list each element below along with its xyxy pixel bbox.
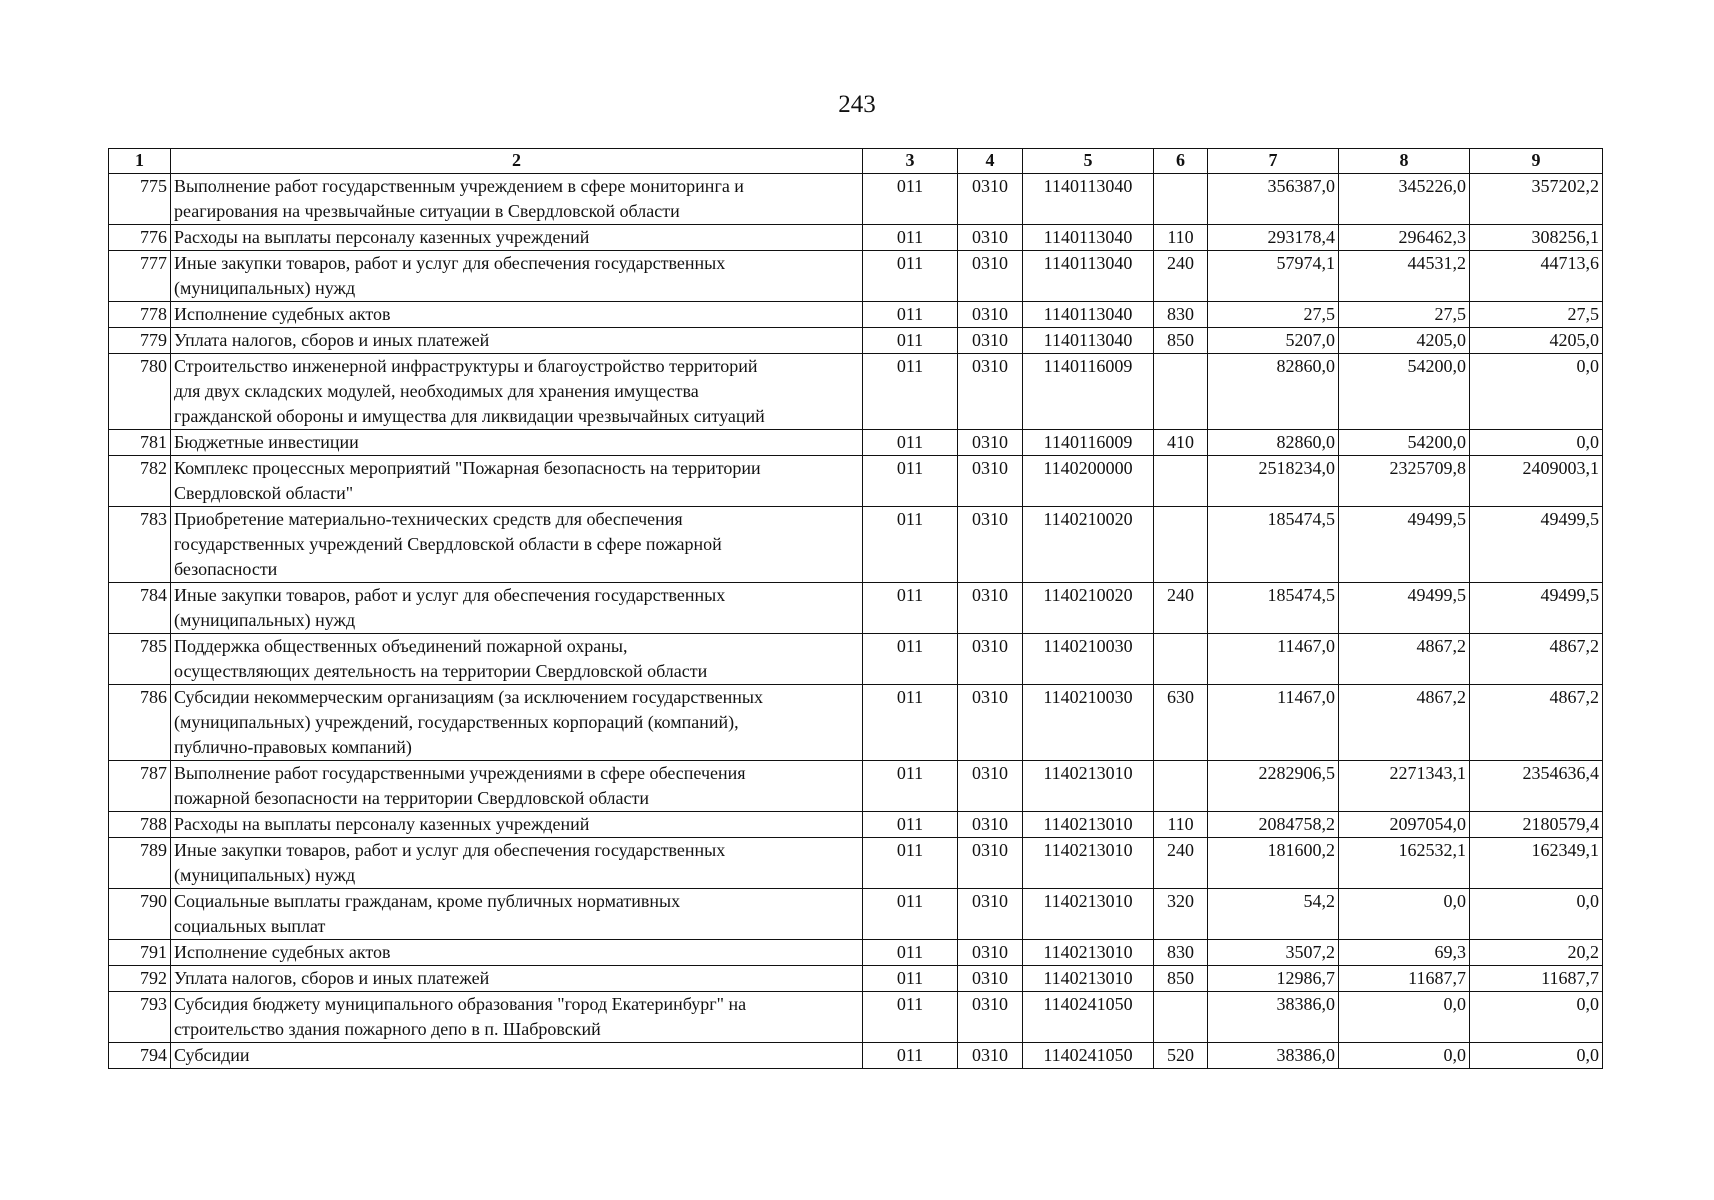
amount-year-3: 0,0 <box>1470 354 1603 430</box>
table-row <box>109 174 1603 225</box>
row-number: 784 <box>109 583 171 634</box>
amount-year-3: 0,0 <box>1470 889 1603 940</box>
section-code: 0310 <box>958 302 1023 328</box>
table-row <box>109 251 1603 302</box>
amount-year-3: 162349,1 <box>1470 838 1603 889</box>
amount-year-2: 54200,0 <box>1339 430 1470 456</box>
table-row <box>109 456 1603 507</box>
table-row <box>109 507 1603 583</box>
expense-name: Приобретение материально-технических средств для обеспечения государственных учреждений Свердловской области в сфере пожарной безопасности <box>171 507 863 583</box>
amount-year-2: 11687,7 <box>1339 966 1470 992</box>
amount-year-2: 0,0 <box>1339 889 1470 940</box>
row-number: 787 <box>109 761 171 812</box>
expense-name: Выполнение работ государственными учреждениями в сфере обеспечения пожарной безопасности на территории Свердловской области <box>171 761 863 812</box>
amount-year-3: 4867,2 <box>1470 634 1603 685</box>
column-header: 7 <box>1208 149 1339 174</box>
ministry-code: 011 <box>863 812 958 838</box>
amount-year-1: 3507,2 <box>1208 940 1339 966</box>
amount-year-3: 49499,5 <box>1470 507 1603 583</box>
amount-year-3: 2409003,1 <box>1470 456 1603 507</box>
expense-type-code <box>1154 761 1208 812</box>
expense-name: Субсидии некоммерческим организациям (за исключением государственных (муниципальных) учреждений, государственных корпораций (компаний), публично-правовых компаний) <box>171 685 863 761</box>
expense-type-code: 240 <box>1154 838 1208 889</box>
expense-name: Комплекс процессных мероприятий "Пожарная безопасность на территории Свердловской области" <box>171 456 863 507</box>
expense-name: Уплата налогов, сборов и иных платежей <box>171 328 863 354</box>
target-article-code: 1140116009 <box>1023 354 1154 430</box>
row-number: 783 <box>109 507 171 583</box>
target-article-code: 1140113040 <box>1023 251 1154 302</box>
expense-name: Расходы на выплаты персоналу казенных учреждений <box>171 225 863 251</box>
table-row <box>109 225 1603 251</box>
row-number: 782 <box>109 456 171 507</box>
target-article-code: 1140210030 <box>1023 634 1154 685</box>
amount-year-3: 20,2 <box>1470 940 1603 966</box>
target-article-code: 1140210020 <box>1023 507 1154 583</box>
ministry-code: 011 <box>863 966 958 992</box>
expense-type-code: 110 <box>1154 812 1208 838</box>
target-article-code: 1140213010 <box>1023 838 1154 889</box>
expense-name: Исполнение судебных актов <box>171 940 863 966</box>
ministry-code: 011 <box>863 685 958 761</box>
expense-type-code <box>1154 992 1208 1043</box>
section-code: 0310 <box>958 354 1023 430</box>
amount-year-1: 181600,2 <box>1208 838 1339 889</box>
ministry-code: 011 <box>863 940 958 966</box>
table-row <box>109 889 1603 940</box>
amount-year-2: 345226,0 <box>1339 174 1470 225</box>
ministry-code: 011 <box>863 1043 958 1069</box>
amount-year-1: 2518234,0 <box>1208 456 1339 507</box>
table-row <box>109 583 1603 634</box>
amount-year-2: 0,0 <box>1339 1043 1470 1069</box>
row-number: 793 <box>109 992 171 1043</box>
section-code: 0310 <box>958 507 1023 583</box>
amount-year-3: 49499,5 <box>1470 583 1603 634</box>
table-row <box>109 812 1603 838</box>
table-row <box>109 992 1603 1043</box>
row-number: 779 <box>109 328 171 354</box>
amount-year-1: 54,2 <box>1208 889 1339 940</box>
amount-year-1: 82860,0 <box>1208 430 1339 456</box>
amount-year-2: 4867,2 <box>1339 685 1470 761</box>
amount-year-3: 357202,2 <box>1470 174 1603 225</box>
expense-name: Уплата налогов, сборов и иных платежей <box>171 966 863 992</box>
target-article-code: 1140213010 <box>1023 761 1154 812</box>
target-article-code: 1140241050 <box>1023 992 1154 1043</box>
expense-type-code: 240 <box>1154 583 1208 634</box>
row-number: 777 <box>109 251 171 302</box>
amount-year-3: 27,5 <box>1470 302 1603 328</box>
section-code: 0310 <box>958 251 1023 302</box>
row-number: 791 <box>109 940 171 966</box>
amount-year-1: 82860,0 <box>1208 354 1339 430</box>
ministry-code: 011 <box>863 430 958 456</box>
section-code: 0310 <box>958 889 1023 940</box>
table-row <box>109 940 1603 966</box>
table-row <box>109 328 1603 354</box>
ministry-code: 011 <box>863 456 958 507</box>
row-number: 780 <box>109 354 171 430</box>
ministry-code: 011 <box>863 838 958 889</box>
amount-year-2: 296462,3 <box>1339 225 1470 251</box>
table-row <box>109 354 1603 430</box>
table-row <box>109 966 1603 992</box>
budget-table <box>108 148 1603 1069</box>
row-number: 781 <box>109 430 171 456</box>
table-row <box>109 685 1603 761</box>
table-row <box>109 634 1603 685</box>
ministry-code: 011 <box>863 354 958 430</box>
expense-name: Субсидия бюджету муниципального образования "город Екатеринбург" на строительство здания пожарного депо в п. Шабровский <box>171 992 863 1043</box>
section-code: 0310 <box>958 838 1023 889</box>
table-row <box>109 302 1603 328</box>
expense-name: Иные закупки товаров, работ и услуг для обеспечения государственных (муниципальных) нужд <box>171 251 863 302</box>
amount-year-3: 44713,6 <box>1470 251 1603 302</box>
expense-type-code: 320 <box>1154 889 1208 940</box>
ministry-code: 011 <box>863 761 958 812</box>
row-number: 790 <box>109 889 171 940</box>
target-article-code: 1140241050 <box>1023 1043 1154 1069</box>
amount-year-1: 356387,0 <box>1208 174 1339 225</box>
row-number: 792 <box>109 966 171 992</box>
target-article-code: 1140210030 <box>1023 685 1154 761</box>
amount-year-3: 11687,7 <box>1470 966 1603 992</box>
amount-year-3: 2180579,4 <box>1470 812 1603 838</box>
section-code: 0310 <box>958 225 1023 251</box>
section-code: 0310 <box>958 966 1023 992</box>
expense-name: Бюджетные инвестиции <box>171 430 863 456</box>
amount-year-2: 162532,1 <box>1339 838 1470 889</box>
amount-year-1: 5207,0 <box>1208 328 1339 354</box>
amount-year-1: 11467,0 <box>1208 634 1339 685</box>
ministry-code: 011 <box>863 328 958 354</box>
amount-year-3: 0,0 <box>1470 430 1603 456</box>
row-number: 775 <box>109 174 171 225</box>
amount-year-2: 54200,0 <box>1339 354 1470 430</box>
target-article-code: 1140213010 <box>1023 889 1154 940</box>
ministry-code: 011 <box>863 251 958 302</box>
expense-type-code: 830 <box>1154 302 1208 328</box>
section-code: 0310 <box>958 583 1023 634</box>
row-number: 785 <box>109 634 171 685</box>
section-code: 0310 <box>958 456 1023 507</box>
amount-year-1: 2282906,5 <box>1208 761 1339 812</box>
page-number: 243 <box>838 91 876 118</box>
expense-type-code: 850 <box>1154 328 1208 354</box>
target-article-code: 1140113040 <box>1023 302 1154 328</box>
row-number: 788 <box>109 812 171 838</box>
ministry-code: 011 <box>863 302 958 328</box>
column-header: 2 <box>171 149 863 174</box>
expense-name: Исполнение судебных актов <box>171 302 863 328</box>
ministry-code: 011 <box>863 992 958 1043</box>
expense-type-code: 830 <box>1154 940 1208 966</box>
expense-type-code <box>1154 354 1208 430</box>
amount-year-1: 293178,4 <box>1208 225 1339 251</box>
row-number: 776 <box>109 225 171 251</box>
table-row <box>109 430 1603 456</box>
ministry-code: 011 <box>863 507 958 583</box>
section-code: 0310 <box>958 328 1023 354</box>
column-header: 8 <box>1339 149 1470 174</box>
amount-year-2: 2271343,1 <box>1339 761 1470 812</box>
expense-name: Субсидии <box>171 1043 863 1069</box>
amount-year-3: 0,0 <box>1470 1043 1603 1069</box>
ministry-code: 011 <box>863 889 958 940</box>
expense-name: Выполнение работ государственным учреждением в сфере мониторинга и реагирования на чрезвычайные ситуации в Свердловской области <box>171 174 863 225</box>
amount-year-2: 49499,5 <box>1339 507 1470 583</box>
expense-type-code: 630 <box>1154 685 1208 761</box>
target-article-code: 1140213010 <box>1023 812 1154 838</box>
amount-year-1: 185474,5 <box>1208 507 1339 583</box>
amount-year-1: 38386,0 <box>1208 1043 1339 1069</box>
amount-year-2: 27,5 <box>1339 302 1470 328</box>
section-code: 0310 <box>958 430 1023 456</box>
amount-year-3: 308256,1 <box>1470 225 1603 251</box>
expense-type-code <box>1154 634 1208 685</box>
expense-name: Строительство инженерной инфраструктуры и благоустройство территорий для двух складских модулей, необходимых для хранения имущества гражданской обороны и имущества для ликвидации чрезвычайных ситуаций <box>171 354 863 430</box>
amount-year-3: 0,0 <box>1470 992 1603 1043</box>
amount-year-2: 2325709,8 <box>1339 456 1470 507</box>
target-article-code: 1140116009 <box>1023 430 1154 456</box>
amount-year-2: 44531,2 <box>1339 251 1470 302</box>
expense-name: Иные закупки товаров, работ и услуг для обеспечения государственных (муниципальных) нужд <box>171 838 863 889</box>
column-header: 4 <box>958 149 1023 174</box>
amount-year-2: 0,0 <box>1339 992 1470 1043</box>
expense-type-code: 240 <box>1154 251 1208 302</box>
amount-year-2: 49499,5 <box>1339 583 1470 634</box>
expense-type-code: 850 <box>1154 966 1208 992</box>
amount-year-2: 4867,2 <box>1339 634 1470 685</box>
expense-type-code: 520 <box>1154 1043 1208 1069</box>
amount-year-1: 38386,0 <box>1208 992 1339 1043</box>
target-article-code: 1140213010 <box>1023 940 1154 966</box>
amount-year-3: 4205,0 <box>1470 328 1603 354</box>
amount-year-1: 11467,0 <box>1208 685 1339 761</box>
table-row <box>109 761 1603 812</box>
section-code: 0310 <box>958 685 1023 761</box>
row-number: 794 <box>109 1043 171 1069</box>
section-code: 0310 <box>958 812 1023 838</box>
section-code: 0310 <box>958 992 1023 1043</box>
section-code: 0310 <box>958 761 1023 812</box>
table-body <box>109 174 1603 1069</box>
ministry-code: 011 <box>863 174 958 225</box>
amount-year-1: 57974,1 <box>1208 251 1339 302</box>
amount-year-1: 2084758,2 <box>1208 812 1339 838</box>
amount-year-1: 12986,7 <box>1208 966 1339 992</box>
expense-type-code: 410 <box>1154 430 1208 456</box>
amount-year-1: 185474,5 <box>1208 583 1339 634</box>
target-article-code: 1140113040 <box>1023 328 1154 354</box>
ministry-code: 011 <box>863 634 958 685</box>
header-row <box>109 149 1603 174</box>
amount-year-2: 4205,0 <box>1339 328 1470 354</box>
expense-name: Иные закупки товаров, работ и услуг для обеспечения государственных (муниципальных) нужд <box>171 583 863 634</box>
expense-type-code <box>1154 174 1208 225</box>
column-header: 3 <box>863 149 958 174</box>
ministry-code: 011 <box>863 583 958 634</box>
section-code: 0310 <box>958 634 1023 685</box>
row-number: 778 <box>109 302 171 328</box>
section-code: 0310 <box>958 174 1023 225</box>
target-article-code: 1140113040 <box>1023 225 1154 251</box>
expense-name: Расходы на выплаты персоналу казенных учреждений <box>171 812 863 838</box>
amount-year-3: 2354636,4 <box>1470 761 1603 812</box>
target-article-code: 1140210020 <box>1023 583 1154 634</box>
table-row <box>109 838 1603 889</box>
target-article-code: 1140200000 <box>1023 456 1154 507</box>
column-header: 5 <box>1023 149 1154 174</box>
expense-type-code: 110 <box>1154 225 1208 251</box>
target-article-code: 1140213010 <box>1023 966 1154 992</box>
column-header: 9 <box>1470 149 1603 174</box>
ministry-code: 011 <box>863 225 958 251</box>
section-code: 0310 <box>958 940 1023 966</box>
column-header: 1 <box>109 149 171 174</box>
row-number: 789 <box>109 838 171 889</box>
expense-name: Социальные выплаты гражданам, кроме публичных нормативных социальных выплат <box>171 889 863 940</box>
amount-year-1: 27,5 <box>1208 302 1339 328</box>
table-row <box>109 1043 1603 1069</box>
amount-year-2: 69,3 <box>1339 940 1470 966</box>
column-header: 6 <box>1154 149 1208 174</box>
expense-type-code <box>1154 507 1208 583</box>
section-code: 0310 <box>958 1043 1023 1069</box>
expense-name: Поддержка общественных объединений пожарной охраны, осуществляющих деятельность на территории Свердловской области <box>171 634 863 685</box>
row-number: 786 <box>109 685 171 761</box>
amount-year-3: 4867,2 <box>1470 685 1603 761</box>
target-article-code: 1140113040 <box>1023 174 1154 225</box>
amount-year-2: 2097054,0 <box>1339 812 1470 838</box>
expense-type-code <box>1154 456 1208 507</box>
table-header <box>109 149 1603 174</box>
